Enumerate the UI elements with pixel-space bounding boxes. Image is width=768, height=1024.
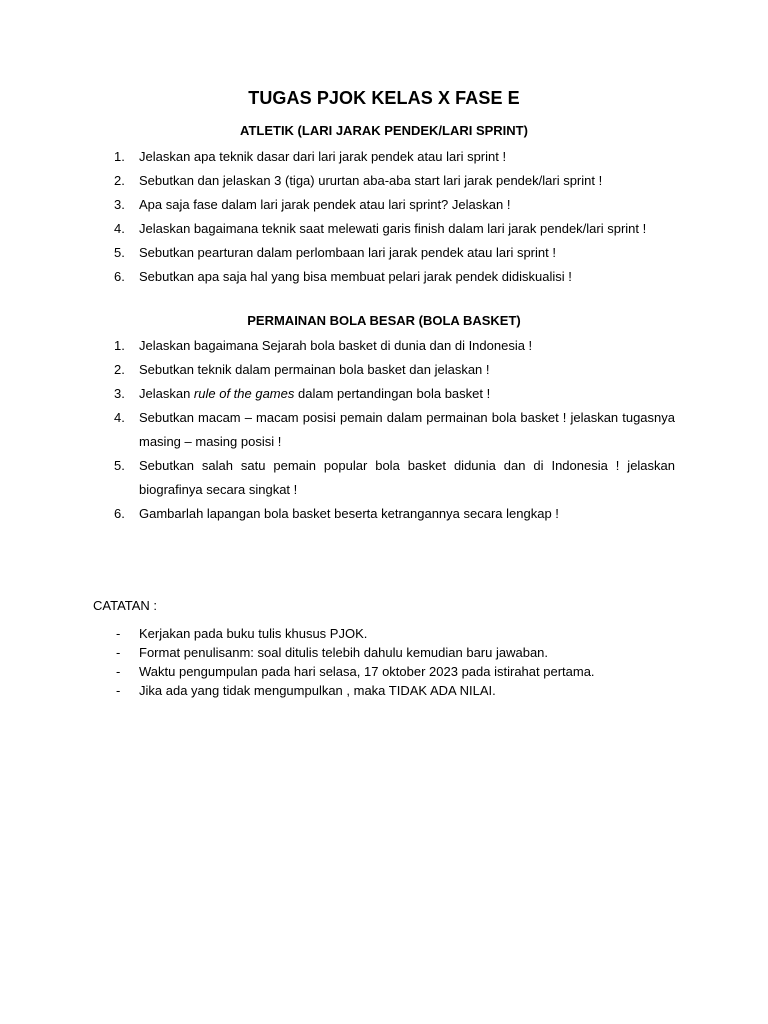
question-item <box>0 241 768 265</box>
dash-bullet: - <box>116 626 121 641</box>
atletik-question-list <box>0 145 768 289</box>
section-heading-bola-basket: PERMAINAN BOLA BESAR (BOLA BASKET) <box>247 313 521 328</box>
question-text-end: dalam pertandingan bola basket ! <box>294 386 491 401</box>
basket-question-list <box>0 334 768 526</box>
question-text: Sebutkan apa saja hal yang bisa membuat pelari jarak pendek didiskualisi ! <box>139 269 572 284</box>
question-number: 4. <box>114 221 125 236</box>
question-item <box>0 358 768 382</box>
note-item <box>0 681 768 700</box>
question-text: Sebutkan pearturan dalam perlombaan lari jarak pendek atau lari sprint ! <box>139 245 556 260</box>
dash-bullet: - <box>116 645 121 660</box>
question-item <box>0 193 768 217</box>
question-text-italic: rule of the games <box>193 386 295 401</box>
question-number: 5. <box>114 245 125 260</box>
dash-bullet: - <box>116 664 121 679</box>
question-number: 4. <box>114 410 125 425</box>
question-item <box>0 502 768 526</box>
question-text: Sebutkan dan jelaskan 3 (tiga) ururtan aba-aba start lari jarak pendek/lari sprint ! <box>139 173 603 188</box>
question-item <box>0 406 768 454</box>
question-item <box>0 145 768 169</box>
question-number: 3. <box>114 197 125 212</box>
question-item <box>0 382 768 406</box>
question-number: 1. <box>114 149 125 164</box>
question-number: 6. <box>114 269 125 284</box>
question-number: 1. <box>114 338 125 353</box>
question-item <box>0 217 768 241</box>
question-text: Jelaskan apa teknik dasar dari lari jarak pendek atau lari sprint ! <box>139 149 507 164</box>
question-number: 2. <box>114 362 125 377</box>
document-title: TUGAS PJOK KELAS X FASE E <box>248 88 520 108</box>
question-item <box>0 334 768 358</box>
question-text-start: Jelaskan <box>139 386 194 401</box>
notes-list <box>0 624 768 700</box>
note-text: Format penulisanm: soal ditulis telebih dahulu kemudian baru jawaban. <box>139 645 549 660</box>
question-number: 5. <box>114 458 125 473</box>
note-text: Kerjakan pada buku tulis khusus PJOK. <box>139 626 368 641</box>
note-text: Waktu pengumpulan pada hari selasa, 17 oktober 2023 pada istirahat pertama. <box>139 664 595 679</box>
question-text: Jelaskan bagaimana teknik saat melewati garis finish dalam lari jarak pendek/lari sprint ! <box>139 221 647 236</box>
note-item <box>0 662 768 681</box>
note-item <box>0 643 768 662</box>
note-text: Jika ada yang tidak mengumpulkan , maka TIDAK ADA NILAI. <box>139 683 496 698</box>
dash-bullet: - <box>116 683 121 698</box>
question-number: 3. <box>114 386 125 401</box>
note-item <box>0 624 768 643</box>
question-text: Apa saja fase dalam lari jarak pendek atau lari sprint? Jelaskan ! <box>139 197 511 212</box>
question-text: Gambarlah lapangan bola basket beserta ketrangannya secara lengkap ! <box>139 506 559 521</box>
question-text: Sebutkan teknik dalam permainan bola basket dan jelaskan ! <box>139 362 490 377</box>
question-item <box>0 169 768 193</box>
question-text: Jelaskan bagaimana Sejarah bola basket di dunia dan di Indonesia ! <box>139 338 533 353</box>
question-item <box>0 454 768 502</box>
section-heading-atletik: ATLETIK (LARI JARAK PENDEK/LARI SPRINT) <box>240 123 528 138</box>
notes-label: CATATAN : <box>93 598 158 613</box>
question-text <box>139 386 490 401</box>
question-number: 2. <box>114 173 125 188</box>
question-text: Sebutkan macam – macam posisi pemain dalam permainan bola basket ! jelaskan tugasnya masing – masing posisi ! <box>139 410 675 449</box>
question-number: 6. <box>114 506 125 521</box>
question-text: Sebutkan salah satu pemain popular bola basket didunia dan di Indonesia ! jelaskan biografinya secara singkat ! <box>139 458 675 497</box>
question-item <box>0 265 768 289</box>
